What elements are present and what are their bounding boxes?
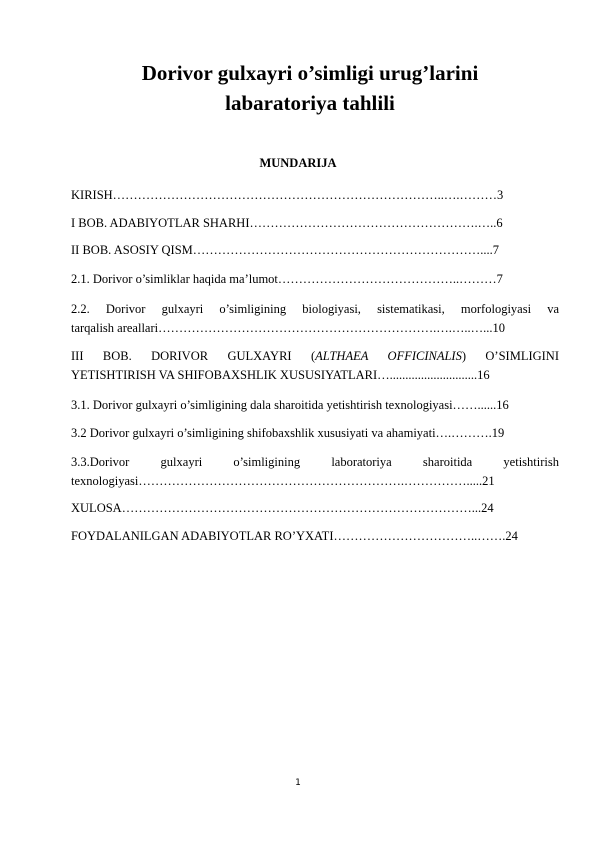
toc-item-3-3[interactable] [71,453,559,491]
toc-item-2-2-line-1: 2.2. Dorivor gulxayri o’simligining biologiyasi, sistematikasi, morfologiyasi va [71,302,559,316]
page-number: 1 [295,778,301,788]
bob-3-text-a: III BOB. DORIVOR GULXAYRI ( [71,349,316,363]
document-title [60,58,560,118]
toc-item-3-3-line-2: texnologiyasi……………………………………………………….…………….....21 [71,474,495,488]
toc-item-3-3-line-1: 3.3.Dorivor gulxayri o’simligining laboratoriya sharoitida yetishtirish [71,455,559,469]
toc-item-2-2-line-2: tarqalish areallari………………………………………………………….….…..…...10 [71,321,505,335]
bob-3-latin-name: ALTHAEA OFFICINALIS [315,349,462,363]
toc-item-bob-3[interactable] [71,347,559,385]
toc-item-kirish[interactable]: KIRISH……………………………………………………………………..….………3 [71,188,504,202]
toc-item-bob-3-line-2: YETISHTIRISH VA SHIFOBAXSHLIK XUSUSIYATLARI…............................16 [71,368,490,382]
toc-heading: MUNDARIJA [259,156,337,170]
bob-3-text-b: ) O’SIMLIGINI [461,349,560,363]
title-line-1: Dorivor gulxayri o’simligi urug’larini [141,61,479,85]
toc-item-2-1[interactable]: 2.1. Dorivor o’simliklar haqida ma’lumot……………………………………..………7 [71,272,503,286]
toc-item-2-2[interactable] [71,300,559,338]
toc-item-foydalanilgan-adabiyotlar[interactable]: FOYDALANILGAN ADABIYOTLAR RO’YXATI……………………………..…….24 [71,529,518,543]
toc-item-bob-1[interactable]: I BOB. ADABIYOTLAR SHARHI……………………………………………….…..6 [71,216,503,230]
toc-item-bob-2[interactable]: II BOB. ASOSIY QISM……………………………………………………………....7 [71,243,500,257]
toc-item-3-1[interactable]: 3.1. Dorivor gulxayri o’simligining dala sharoitida yetishtirish texnologiyasi……......16 [71,398,509,412]
toc-item-bob-3-line-1 [71,347,559,366]
toc-item-3-2[interactable]: 3.2 Dorivor gulxayri o’simligining shifobaxshlik xususiyati va ahamiyati….……….19 [71,426,505,440]
toc-item-xulosa[interactable]: XULOSA…………………………………………………………………………...24 [71,501,494,515]
title-line-2: labaratoriya tahlili [225,91,395,115]
